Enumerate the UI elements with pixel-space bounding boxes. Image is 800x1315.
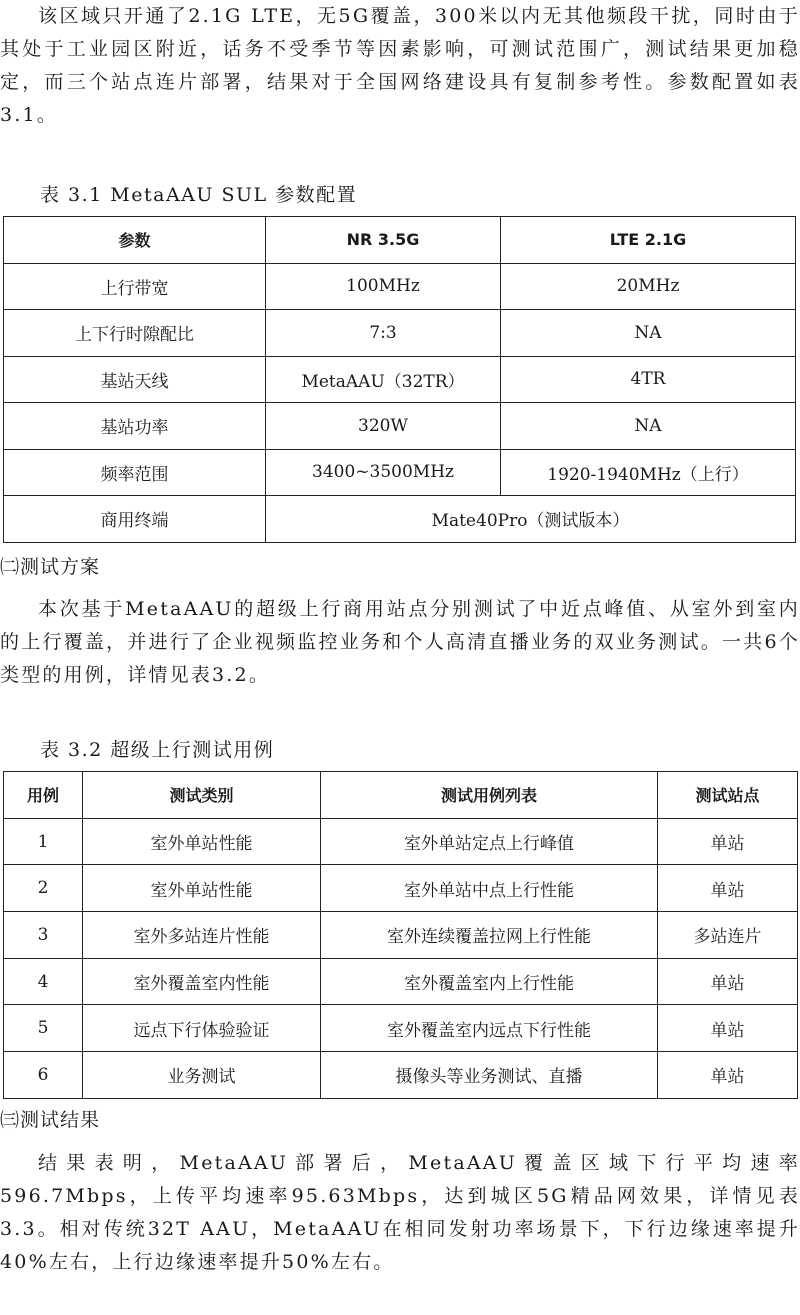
table2-caption: 表 3.2 超级上行测试用例 <box>40 739 275 761</box>
table-cell: 室外单站定点上行峰值 <box>321 818 658 865</box>
header-cell: 测试用例列表 <box>321 772 658 819</box>
table-cell: 摄像头等业务测试、直播 <box>321 1052 658 1099</box>
table-cell: 室外覆盖室内性能 <box>83 958 321 1005</box>
header-cell: 参数 <box>4 217 266 264</box>
table-cell: 业务测试 <box>83 1052 321 1099</box>
table-cell: 单站 <box>658 958 798 1005</box>
table-cell: 3400~3500MHz <box>266 449 501 496</box>
table-cell: 5 <box>4 1005 83 1052</box>
section2-paragraph: 本次基于MetaAAU的超级上行商用站点分别测试了中近点峰值、从室外到室内的上行覆盖，并进行了企业视频监控业务和个人高清直播业务的双业务测试。一共6个类型的用例，详情见表3.2。 <box>0 598 800 686</box>
table-cell: 20MHz <box>501 263 796 310</box>
table-row <box>4 403 796 450</box>
table-row <box>4 310 796 357</box>
table-row <box>4 958 798 1005</box>
table-row <box>4 496 796 543</box>
table-cell: 1 <box>4 818 83 865</box>
table-cell: 室外多站连片性能 <box>83 912 321 959</box>
table-cell: NA <box>501 403 796 450</box>
table-cell: 1920-1940MHz（上行） <box>501 449 796 496</box>
table1-caption: 表 3.1 MetaAAU SUL 参数配置 <box>40 184 358 206</box>
table-row <box>4 912 798 959</box>
table-cell: 多站连片 <box>658 912 798 959</box>
table-cell: 100MHz <box>266 263 501 310</box>
table-cell: 商用终端 <box>4 496 266 543</box>
table-row <box>4 263 796 310</box>
table-cell: 6 <box>4 1052 83 1099</box>
section3-heading: ㈢测试结果 <box>0 1109 101 1131</box>
parameter-config-table <box>3 216 796 543</box>
table-header-row <box>4 772 798 819</box>
table-cell: 室外覆盖室内上行性能 <box>321 958 658 1005</box>
table-row <box>4 1005 798 1052</box>
table-row <box>4 818 798 865</box>
table-cell: 单站 <box>658 1052 798 1099</box>
table-cell: 基站天线 <box>4 356 266 403</box>
table-cell: 4TR <box>501 356 796 403</box>
section2-heading: ㈡测试方案 <box>0 556 101 578</box>
table-cell: 远点下行体验验证 <box>83 1005 321 1052</box>
table-cell: 室外连续覆盖拉网上行性能 <box>321 912 658 959</box>
table-cell: 频率范围 <box>4 449 266 496</box>
header-cell: NR 3.5G <box>266 217 501 264</box>
table-cell: NA <box>501 310 796 357</box>
section3-paragraph: 结果表明，MetaAAU部署后，MetaAAU覆盖区域下行平均速率596.7Mbps，上传平均速率95.63Mbps，达到城区5G精品网效果，详情见表3.3。相对传统32T AAU，MetaAAU在相同发射功率场景下，下行边缘速率提升40%左右，上行边缘速率提升50%左右。 <box>0 1152 800 1273</box>
header-cell: 用例 <box>4 772 83 819</box>
table-cell: 基站功率 <box>4 403 266 450</box>
test-case-table <box>3 771 798 1099</box>
table-cell: 室外单站性能 <box>83 818 321 865</box>
table-cell-merged: Mate40Pro（测试版本） <box>266 496 796 543</box>
table-cell: 2 <box>4 865 83 912</box>
header-cell: 测试站点 <box>658 772 798 819</box>
table-cell: 7:3 <box>266 310 501 357</box>
intro-paragraph: 该区域只开通了2.1G LTE，无5G覆盖，300米以内无其他频段干扰，同时由于其处于工业园区附近，话务不受季节等因素影响，可测试范围广，测试结果更加稳定，而三个站点连片部署，结果对于全国网络建设具有复制参考性。参数配置如表3.1。 <box>0 5 800 126</box>
table-cell: MetaAAU（32TR） <box>266 356 501 403</box>
table-cell: 单站 <box>658 1005 798 1052</box>
table-row <box>4 356 796 403</box>
table-cell: 上行带宽 <box>4 263 266 310</box>
table-row <box>4 1052 798 1099</box>
table-row <box>4 449 796 496</box>
table-cell: 320W <box>266 403 501 450</box>
table-row <box>4 865 798 912</box>
table-cell: 室外覆盖室内远点下行性能 <box>321 1005 658 1052</box>
table-cell: 4 <box>4 958 83 1005</box>
table-cell: 室外单站中点上行性能 <box>321 865 658 912</box>
table-cell: 单站 <box>658 865 798 912</box>
header-cell: 测试类别 <box>83 772 321 819</box>
table-cell: 室外单站性能 <box>83 865 321 912</box>
table-cell: 单站 <box>658 818 798 865</box>
table-header-row <box>4 217 796 264</box>
table-cell: 上下行时隙配比 <box>4 310 266 357</box>
table-cell: 3 <box>4 912 83 959</box>
header-cell: LTE 2.1G <box>501 217 796 264</box>
